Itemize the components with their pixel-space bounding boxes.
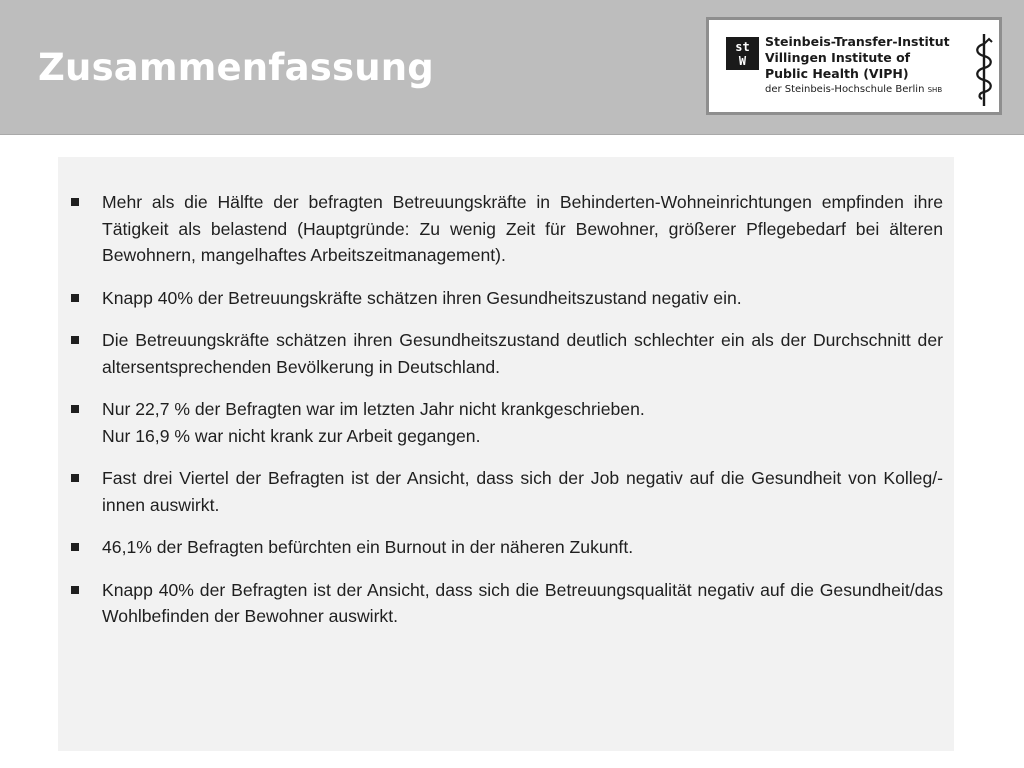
header-band — [0, 0, 1024, 135]
summary-panel — [58, 157, 954, 751]
page-title: Zusammenfassung — [38, 46, 434, 89]
logo-mark-bottom: W — [738, 53, 747, 68]
logo-line-4 — [765, 82, 973, 98]
institute-logo — [706, 17, 1002, 115]
list-item — [58, 465, 954, 518]
bullet-text: Knapp 40% der Betreuungskräfte schätzen ihren Gesundheitszustand negativ ein. — [102, 287, 742, 308]
bullet-text: Mehr als die Hälfte der befragten Betreuungskräfte in Behinderten-Wohneinrichtungen empfinden ihre Tätigkeit als belastend (Hauptgründe: Zu wenig Zeit für Bewohner, größerer Pflegebedarf bei älteren Bewohnern, mangelhaftes Arbeitszeitmanagement). — [102, 192, 943, 265]
summary-list — [58, 189, 954, 646]
square-bullet-icon — [71, 198, 79, 206]
logo-mark-top: st — [735, 39, 750, 54]
square-bullet-icon — [71, 474, 79, 482]
logo-text — [765, 34, 973, 98]
logo-line-4-text: der Steinbeis-Hochschule Berlin — [765, 84, 925, 95]
bullet-text: Fast drei Viertel der Befragten ist der Ansicht, dass sich der Job negativ auf die Gesundheit von Kolleg/-innen auswirkt. — [102, 468, 943, 515]
bullet-text-line-2: Nur 16,9 % war nicht krank zur Arbeit gegangen. — [102, 425, 481, 446]
list-item — [58, 327, 954, 380]
list-item — [58, 189, 954, 269]
logo-line-1: Steinbeis-Transfer-Institut — [765, 34, 950, 49]
square-bullet-icon — [71, 336, 79, 344]
list-item — [58, 534, 954, 561]
list-item — [58, 285, 954, 312]
bullet-text: Knapp 40% der Befragten ist der Ansicht, dass sich die Betreuungsqualität negativ auf die Gesundheit/das Wohlbefinden der Bewohner auswirkt. — [102, 579, 943, 626]
logo-line-3: Public Health (VIPH) — [765, 66, 909, 81]
bullet-text-line-1: Nur 22,7 % der Befragten war im letzten Jahr nicht krankgeschrieben. — [102, 399, 645, 419]
square-bullet-icon — [71, 586, 79, 594]
logo-line-4-suffix: SHB — [927, 86, 943, 94]
logo-line-2: Villingen Institute of — [765, 50, 911, 65]
square-bullet-icon — [71, 405, 79, 413]
square-bullet-icon — [71, 294, 79, 302]
square-bullet-icon — [71, 543, 79, 551]
list-item — [58, 577, 954, 630]
stw-logo-mark — [726, 37, 759, 70]
list-item — [58, 396, 954, 449]
bullet-text: 46,1% der Befragten befürchten ein Burnout in der näheren Zukunft. — [102, 537, 634, 557]
aesculapius-staff-icon — [971, 30, 997, 110]
bullet-text: Die Betreuungskräfte schätzen ihren Gesundheitszustand deutlich schlechter ein als der Durchschnitt der altersentsprechenden Bevölkerung in Deutschland. — [102, 330, 943, 377]
